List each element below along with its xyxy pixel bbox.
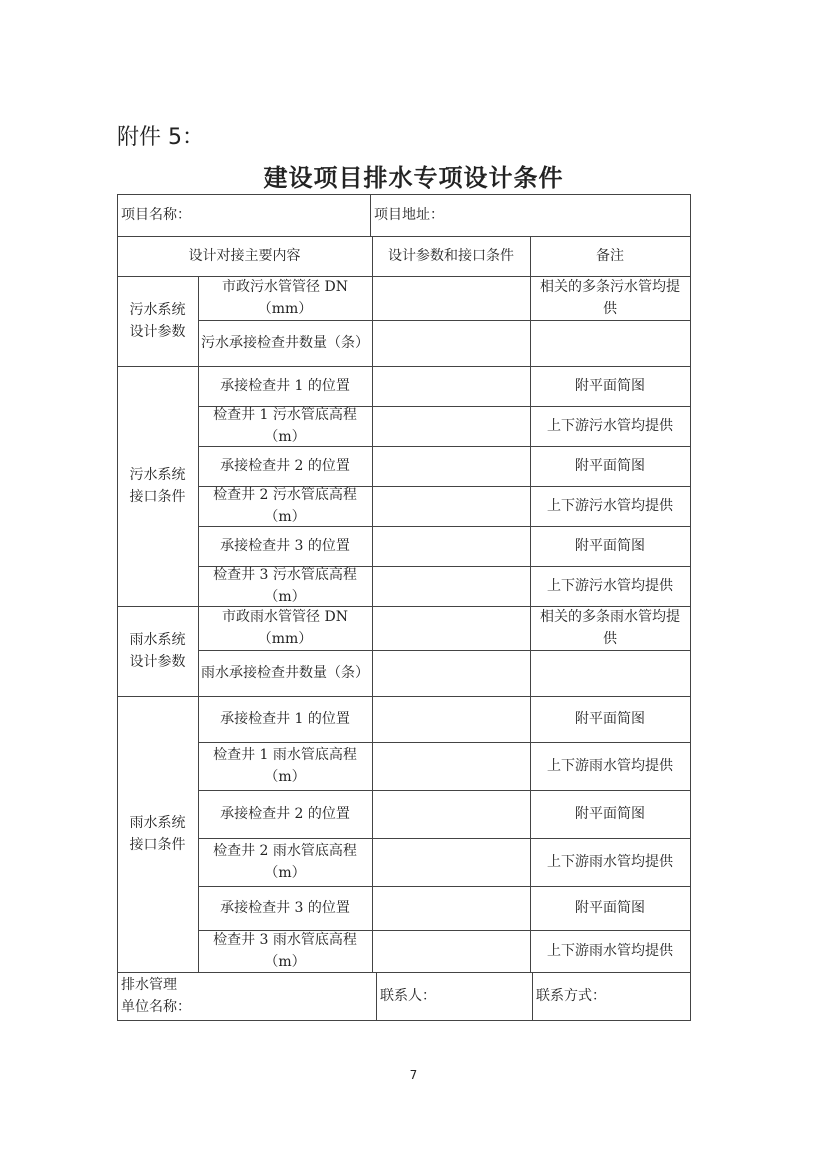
- unit-label-line: 排水管理: [121, 977, 177, 993]
- table-row-item: 市政雨水管管径 DN（mm）: [222, 609, 348, 647]
- table-row-item: 检查井 1 污水管底高程（m）: [213, 407, 357, 445]
- group-label-line: 雨水系统: [129, 815, 186, 831]
- table-row-note: [530, 606, 690, 650]
- project-address-label: 项目地址：: [374, 207, 444, 223]
- table-row-note: 附平面简图: [575, 538, 645, 554]
- project-name-label: 项目名称：: [121, 207, 191, 223]
- document-title: 建设项目排水专项设计条件: [263, 163, 564, 192]
- table-row-item: 承接检查井 1 的位置: [220, 711, 350, 727]
- table-rule: [690, 194, 691, 1020]
- table-row-note: 上下游雨水管均提供: [547, 758, 673, 774]
- column-header-content: 设计对接主要内容: [188, 248, 301, 264]
- column-header-notes: 备注: [596, 248, 624, 264]
- note-line: 相关的多条雨水管均提: [540, 609, 680, 625]
- table-row-note: 附平面简图: [575, 711, 645, 727]
- table-row-note: 附平面简图: [575, 378, 645, 394]
- unit-label-line: 单位名称：: [121, 999, 191, 1015]
- table-rule: [372, 236, 373, 972]
- table-row-item: 污水承接检查井数量（条）: [201, 335, 369, 351]
- table-row-item: 检查井 1 雨水管底高程（m）: [213, 747, 357, 785]
- group-label-line: 设计参数: [129, 324, 186, 340]
- table-row-note: 上下游雨水管均提供: [547, 854, 673, 870]
- table-row-item: 市政污水管管径 DN（mm）: [222, 279, 348, 317]
- group-label-line: 接口条件: [129, 837, 186, 853]
- group-label-line: 接口条件: [129, 489, 186, 505]
- table-row-note: 上下游雨水管均提供: [547, 943, 673, 959]
- group-label-line: 污水系统: [129, 302, 186, 318]
- annex-label: 附件 5：: [117, 125, 204, 150]
- table-row-note: 上下游污水管均提供: [547, 418, 673, 434]
- table-rule: [117, 1020, 691, 1021]
- page-number: 7: [409, 1068, 418, 1082]
- table-row-item: 承接检查井 2 的位置: [220, 806, 350, 822]
- table-row-item: 承接检查井 1 的位置: [220, 378, 350, 394]
- drainage-unit-label: [117, 972, 376, 1020]
- group-label-rain-design: [117, 606, 198, 696]
- contact-person-label: 联系人：: [380, 988, 436, 1004]
- group-label-rain-interface: [117, 696, 198, 972]
- table-row-item: 雨水承接检查井数量（条）: [201, 665, 369, 681]
- group-label-sewage-interface: [117, 366, 198, 606]
- table-row-note: 附平面简图: [575, 900, 645, 916]
- table-row-item: 承接检查井 2 的位置: [220, 458, 350, 474]
- table-row-note: 附平面简图: [575, 806, 645, 822]
- column-header-params: 设计参数和接口条件: [388, 248, 514, 264]
- table-row-note: 上下游污水管均提供: [547, 578, 673, 594]
- table-row-item: 承接检查井 3 的位置: [220, 538, 350, 554]
- table-row-item: 检查井 2 雨水管底高程（m）: [213, 843, 357, 881]
- note-line: 供: [603, 631, 617, 647]
- group-label-line: 雨水系统: [129, 632, 186, 648]
- table-row-item: 检查井 3 污水管底高程（m）: [213, 567, 357, 605]
- note-line: 相关的多条污水管均提: [540, 279, 680, 295]
- table-row-item: 检查井 3 雨水管底高程（m）: [213, 932, 357, 970]
- table-row-note: 附平面简图: [575, 458, 645, 474]
- group-label-line: 污水系统: [129, 467, 186, 483]
- table-row-item: 检查井 2 污水管底高程（m）: [213, 487, 357, 525]
- contact-phone-label: 联系方式：: [536, 988, 606, 1004]
- note-line: 供: [603, 301, 617, 317]
- table-row-note: [530, 276, 690, 320]
- group-label-sewage-design: [117, 276, 198, 366]
- table-row-note: 上下游污水管均提供: [547, 498, 673, 514]
- table-row-item: 承接检查井 3 的位置: [220, 900, 350, 916]
- group-label-line: 设计参数: [129, 654, 186, 670]
